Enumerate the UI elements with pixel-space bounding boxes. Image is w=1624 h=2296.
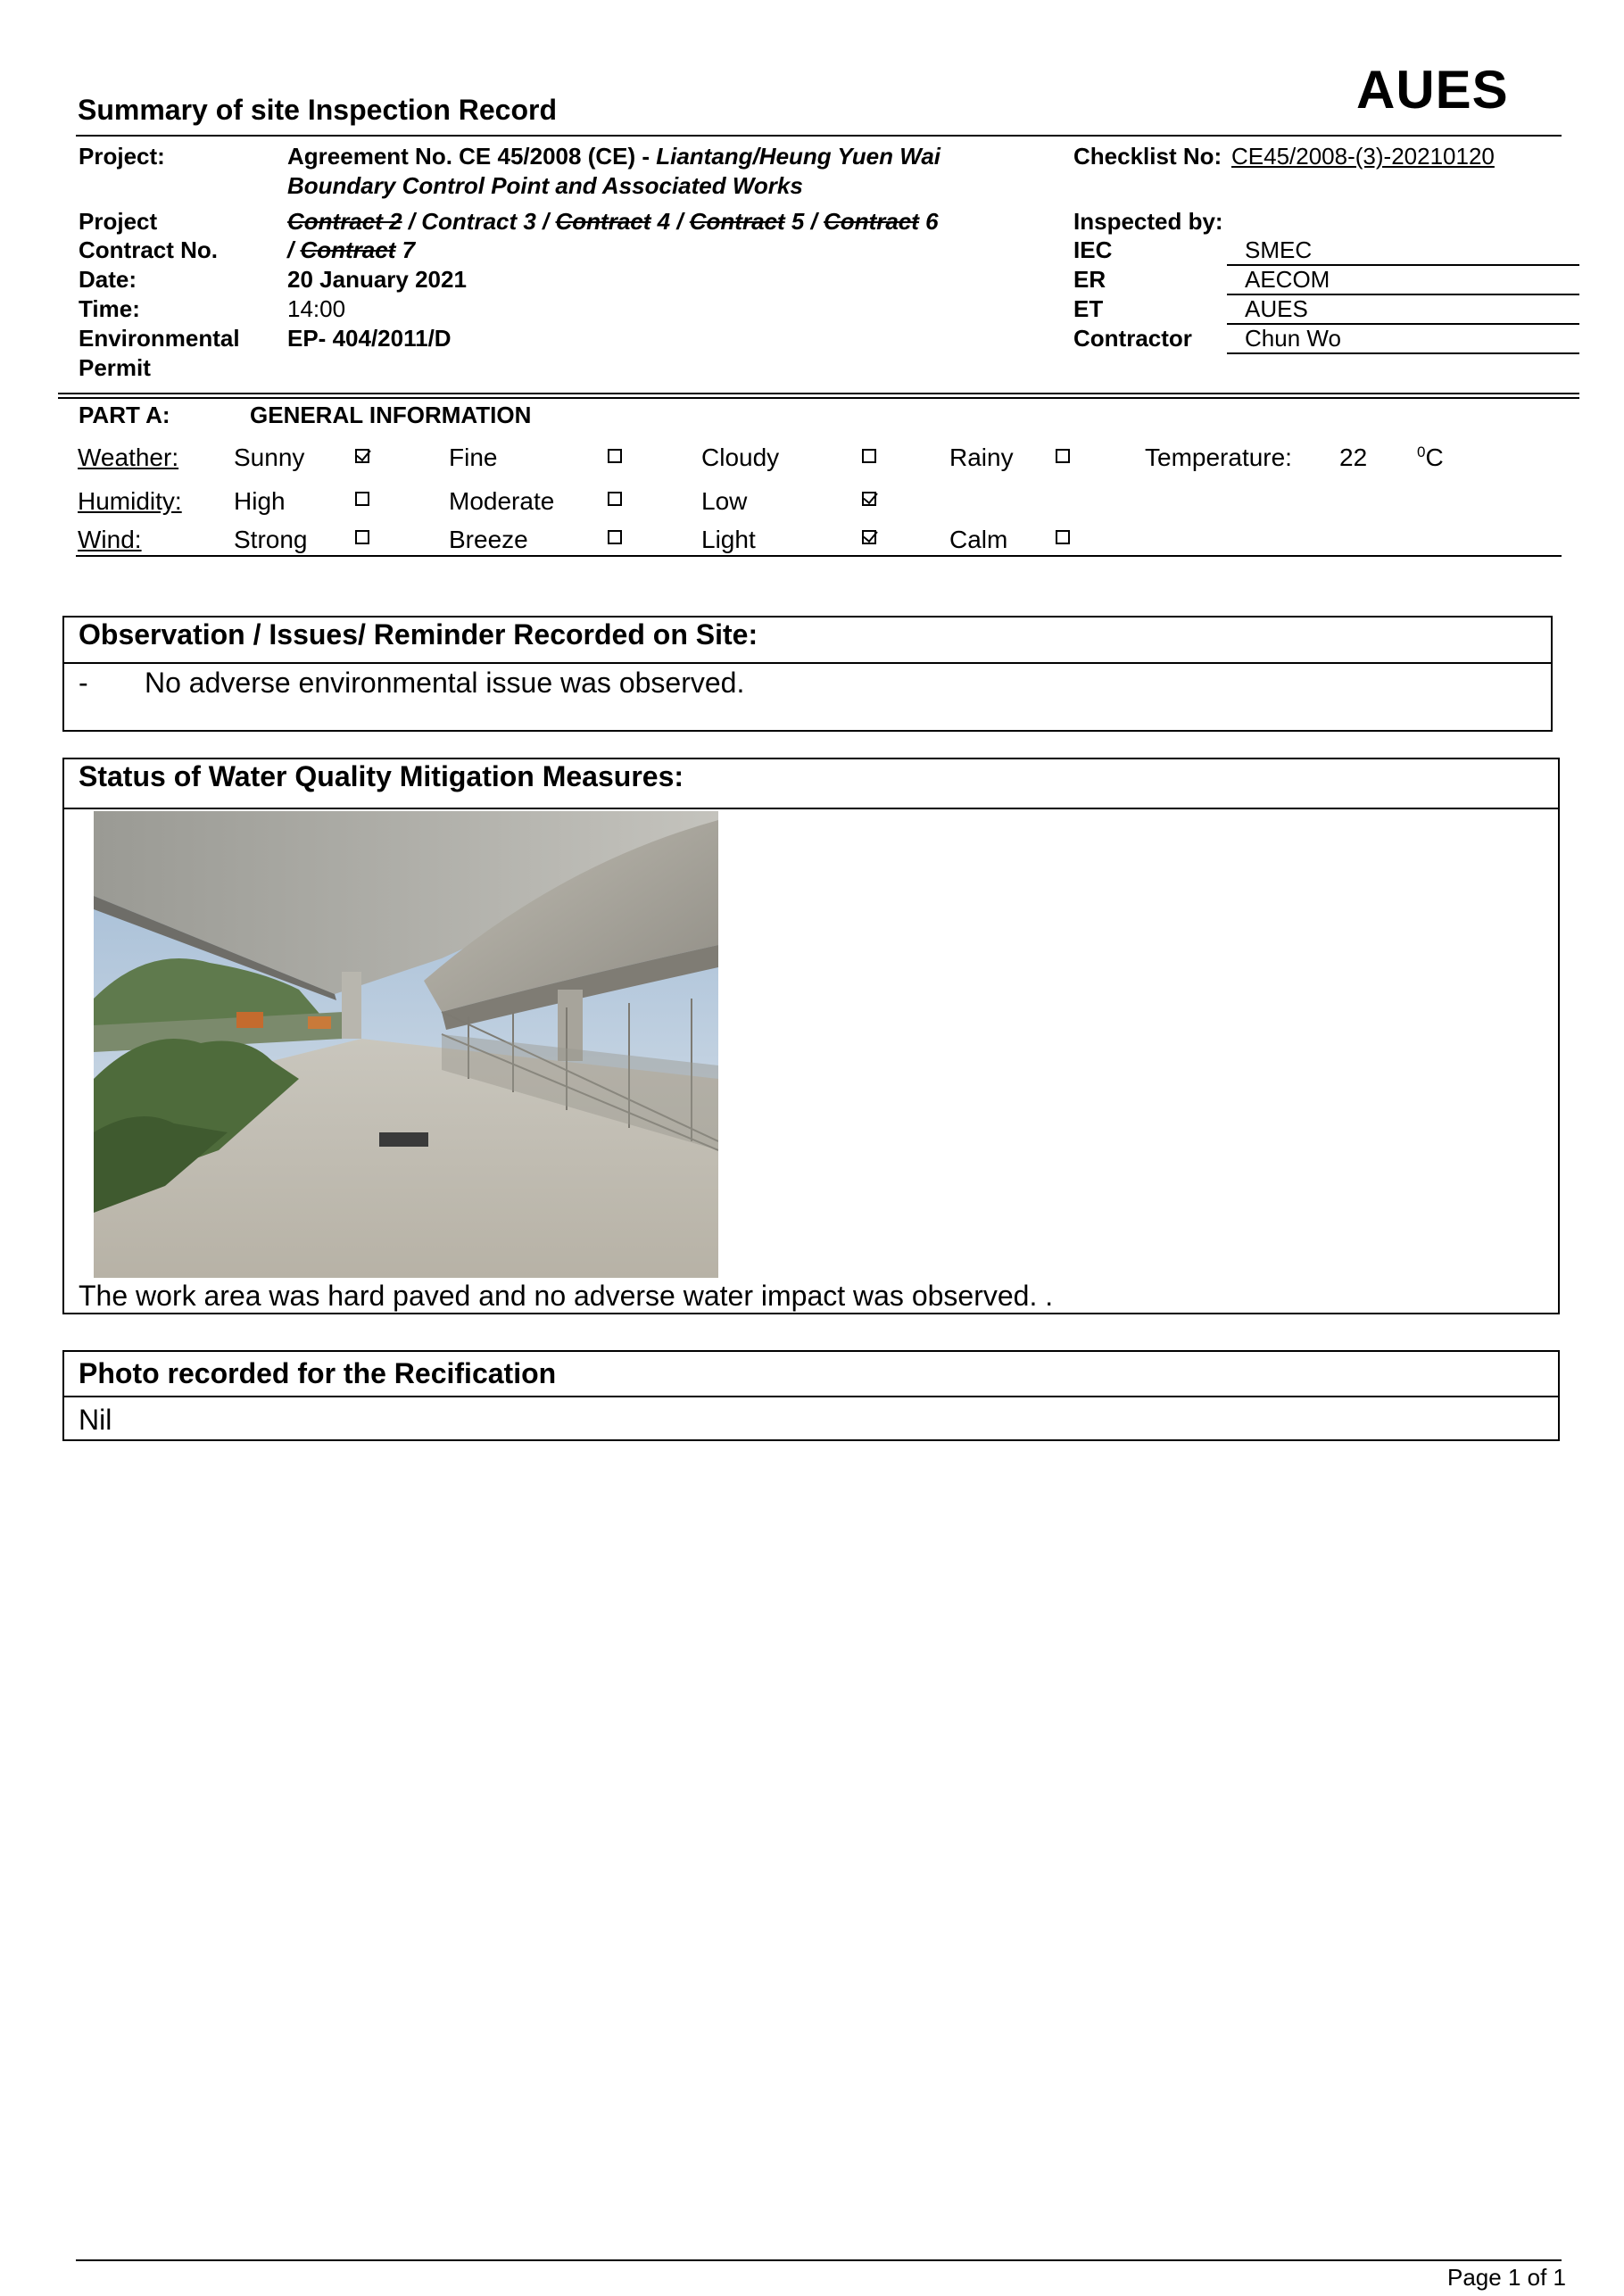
wind-calm-checkbox[interactable] xyxy=(1056,530,1070,544)
observation-heading: Observation / Issues/ Reminder Recorded on Site: xyxy=(79,618,758,651)
checklist-label: Checklist No: xyxy=(1073,143,1222,170)
contract-list xyxy=(287,208,939,236)
logo: AUES xyxy=(1356,60,1509,120)
temperature-value: 22 xyxy=(1339,443,1368,471)
weather-label: Weather: xyxy=(78,443,179,471)
project-name: Liantang/Heung Yuen Wai xyxy=(656,143,941,170)
rectification-text: Nil xyxy=(79,1404,112,1436)
title-rule xyxy=(76,135,1562,137)
er-label: ER xyxy=(1073,266,1106,293)
part-a-bottom-rule xyxy=(76,555,1562,557)
weather-sunny-checkbox[interactable] xyxy=(355,449,369,463)
humidity-moderate-checkbox[interactable] xyxy=(608,492,622,506)
rectification-divider xyxy=(62,1396,1560,1397)
page-number: Page 1 of 1 xyxy=(1447,2264,1566,2291)
iec-value: SMEC xyxy=(1245,236,1313,263)
et-label: ET xyxy=(1073,295,1104,322)
weather-option-cloudy: Cloudy xyxy=(701,443,780,471)
wind-breeze-checkbox[interactable] xyxy=(608,530,622,544)
et-value: AUES xyxy=(1245,295,1308,322)
weather-fine-checkbox[interactable] xyxy=(608,449,622,463)
wind-strong-checkbox[interactable] xyxy=(355,530,369,544)
water-quality-divider xyxy=(62,808,1560,809)
page-title: Summary of site Inspection Record xyxy=(78,94,558,126)
checklist-number: CE45/2008-(3)-20210120 xyxy=(1231,143,1495,170)
contract-5-struck: Contract xyxy=(689,208,785,235)
wind-label: Wind: xyxy=(78,526,142,553)
inspected-by-label: Inspected by: xyxy=(1073,208,1223,235)
contractor-label: Contractor xyxy=(1073,325,1192,352)
permit-label-1: Environmental xyxy=(79,325,240,352)
weather-option-sunny: Sunny xyxy=(234,443,305,471)
contract-7-struck: Contract xyxy=(300,236,396,263)
temperature-unit xyxy=(1417,443,1444,472)
weather-option-rainy: Rainy xyxy=(949,443,1014,471)
iec-label: IEC xyxy=(1073,236,1113,263)
humidity-label: Humidity: xyxy=(78,487,182,515)
project-value xyxy=(287,143,940,170)
wind-option-breeze: Breeze xyxy=(449,526,528,553)
part-a-heading: GENERAL INFORMATION xyxy=(250,402,532,428)
water-quality-heading: Status of Water Quality Mitigation Measures: xyxy=(79,760,684,792)
observation-divider xyxy=(62,662,1553,664)
rectification-heading: Photo recorded for the Recification xyxy=(79,1357,557,1389)
wind-option-calm: Calm xyxy=(949,526,1008,553)
degree-mark: 0 xyxy=(1417,443,1426,460)
humidity-low-checkbox[interactable] xyxy=(862,492,876,506)
contract-6-struck: Contract xyxy=(824,208,919,235)
contractor-value: Chun Wo xyxy=(1245,325,1341,352)
weather-rainy-checkbox[interactable] xyxy=(1056,449,1070,463)
contractor-underline xyxy=(1227,352,1579,354)
observation-text: No adverse environmental issue was observed. xyxy=(145,667,745,699)
site-photo xyxy=(94,811,718,1278)
footer-rule xyxy=(76,2259,1562,2261)
site-photo-icon xyxy=(94,811,718,1278)
date-value: 20 January 2021 xyxy=(287,266,467,293)
header-rule-bottom xyxy=(58,397,1579,399)
contract-sep: / xyxy=(287,236,301,263)
header-rule-top xyxy=(58,393,1579,394)
wind-option-light: Light xyxy=(701,526,756,553)
contract-6-num: 6 xyxy=(918,208,939,235)
project-label: Project: xyxy=(79,143,165,170)
celsius: C xyxy=(1425,443,1444,471)
humidity-option-high: High xyxy=(234,487,286,515)
time-label: Time: xyxy=(79,295,140,322)
contract-5-num: 5 / xyxy=(784,208,824,235)
contract-4-num: 4 / xyxy=(650,208,690,235)
weather-cloudy-checkbox[interactable] xyxy=(862,449,876,463)
er-value: AECOM xyxy=(1245,266,1330,293)
humidity-option-moderate: Moderate xyxy=(449,487,555,515)
contract-list-line2 xyxy=(287,236,415,264)
contract-label-1: Project xyxy=(79,208,158,235)
wind-option-strong: Strong xyxy=(234,526,308,553)
time-value: 14:00 xyxy=(287,295,346,322)
weather-option-fine: Fine xyxy=(449,443,498,471)
contract-4-struck: Contract xyxy=(555,208,651,235)
part-a-label: PART A: xyxy=(79,402,170,428)
contract-3: / Contract 3 / xyxy=(402,208,556,235)
temperature-label: Temperature: xyxy=(1145,443,1292,471)
contract-2-struck: Contract 2 xyxy=(287,208,402,235)
project-agreement: Agreement No. CE 45/2008 (CE) - xyxy=(287,143,657,170)
permit-label-2: Permit xyxy=(79,354,151,381)
date-label: Date: xyxy=(79,266,137,293)
permit-value: EP- 404/2011/D xyxy=(287,325,452,352)
contract-label-2: Contract No. xyxy=(79,236,218,263)
water-quality-caption: The work area was hard paved and no adverse water impact was observed. . xyxy=(79,1280,1054,1312)
contract-7-num: 7 xyxy=(395,236,416,263)
humidity-high-checkbox[interactable] xyxy=(355,492,369,506)
wind-light-checkbox[interactable] xyxy=(862,530,876,544)
observation-bullet: - xyxy=(79,667,88,699)
humidity-option-low: Low xyxy=(701,487,748,515)
project-name-line2: Boundary Control Point and Associated Works xyxy=(287,172,803,199)
